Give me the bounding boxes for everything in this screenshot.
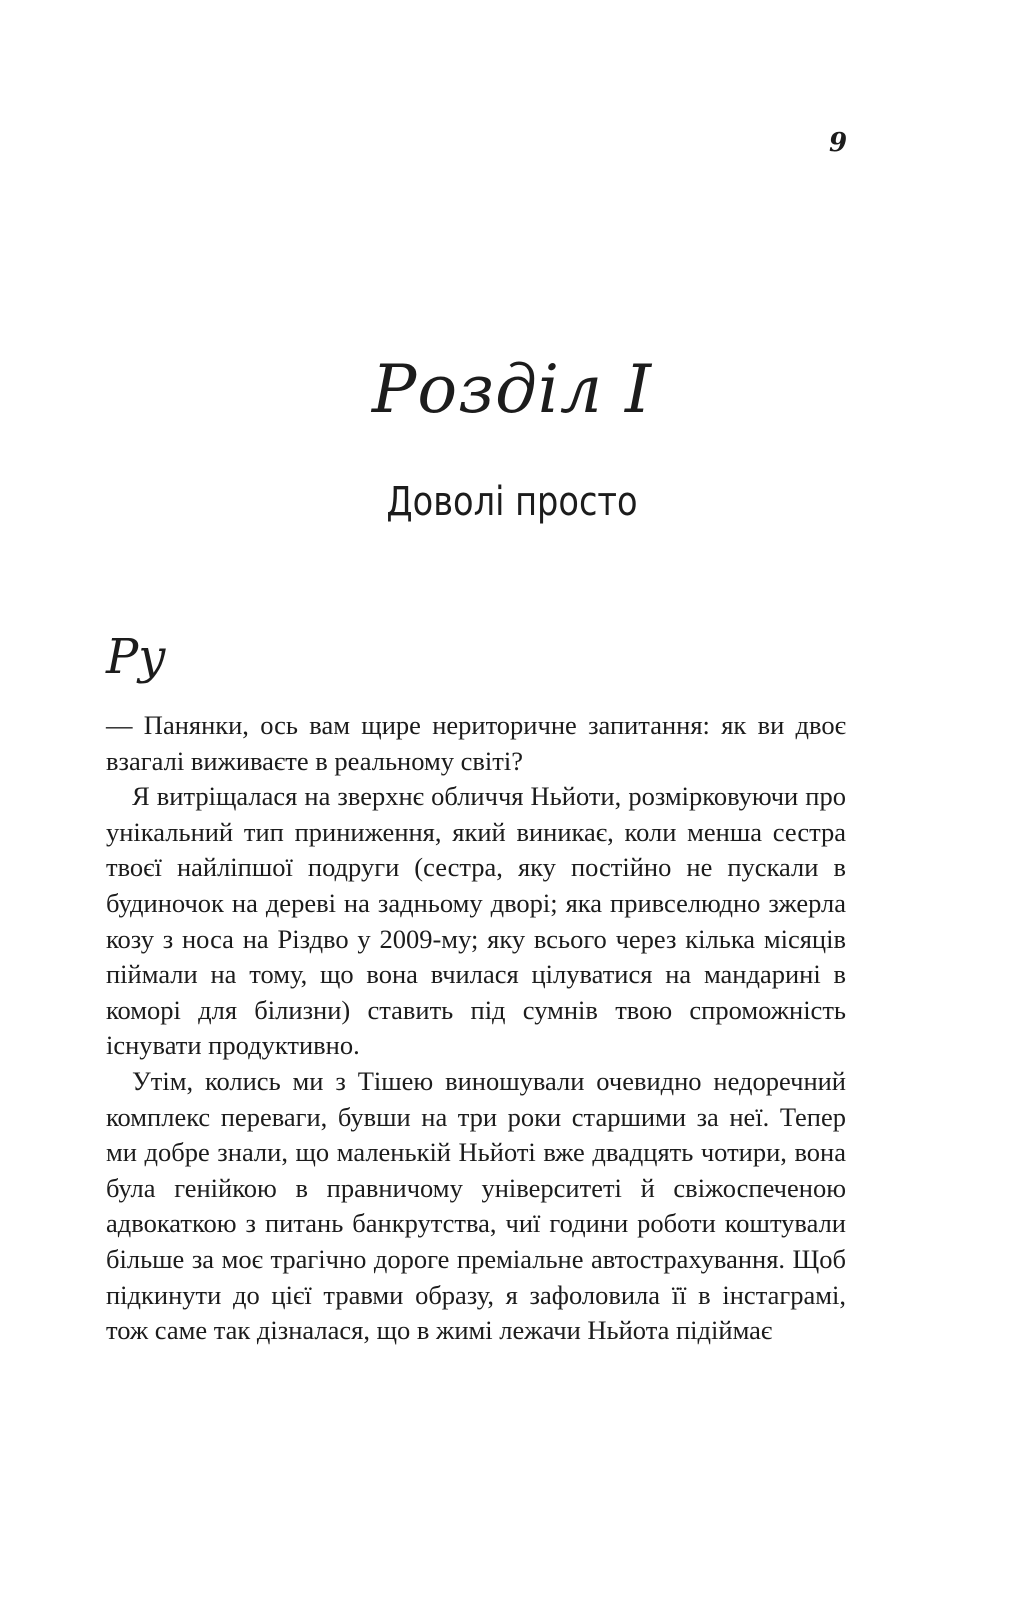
paragraph: Утім, колись ми з Тішею виношували очевидно недоречний комплекс переваги, бувши на три роки старшими за неї. Тепер ми добре знали, що маленькій Ньйоті вже двадцять чотири, вона була генійкою в правничому університеті й свіжоспеченою адвокаткою з питань банкрутства, чиї години роботи коштували більше за моє трагічно дороге преміальне автострахування. Щоб підкинути до цієї травми образу, я зафоловила її в інстаграмі, тож саме так дізналася, що в жимі лежачи Ньйота підіймає — [106, 1065, 846, 1346]
paragraph: — Панянки, ось вам щире нериторичне запитання: як ви двоє взагалі виживаєте в реальному світі? — [106, 710, 846, 776]
narrator-heading: Ру — [106, 629, 167, 685]
page-number: 9 — [829, 128, 848, 158]
body-text — [106, 708, 846, 1349]
paragraph: Я витріщалася на зверхнє обличчя Ньйоти, розмірковуючи про унікальний тип приниження, який виникає, коли менша сестра твоєї найліпшої подруги (сестра, яку постійно не пускали в будиночок на дереві на задньому дворі; яка привселюдно зжерла козу з носа на Різдво у 2009-му; яку всього через кілька місяців піймали на тому, що вона вчилася цілуватися на мандарині в коморі для білизни) ставить під сумнів твою спроможність існувати продуктивно. — [106, 781, 846, 1061]
chapter-subtitle: Доволі просто — [386, 479, 638, 525]
chapter-title: Розділ I — [371, 351, 653, 428]
